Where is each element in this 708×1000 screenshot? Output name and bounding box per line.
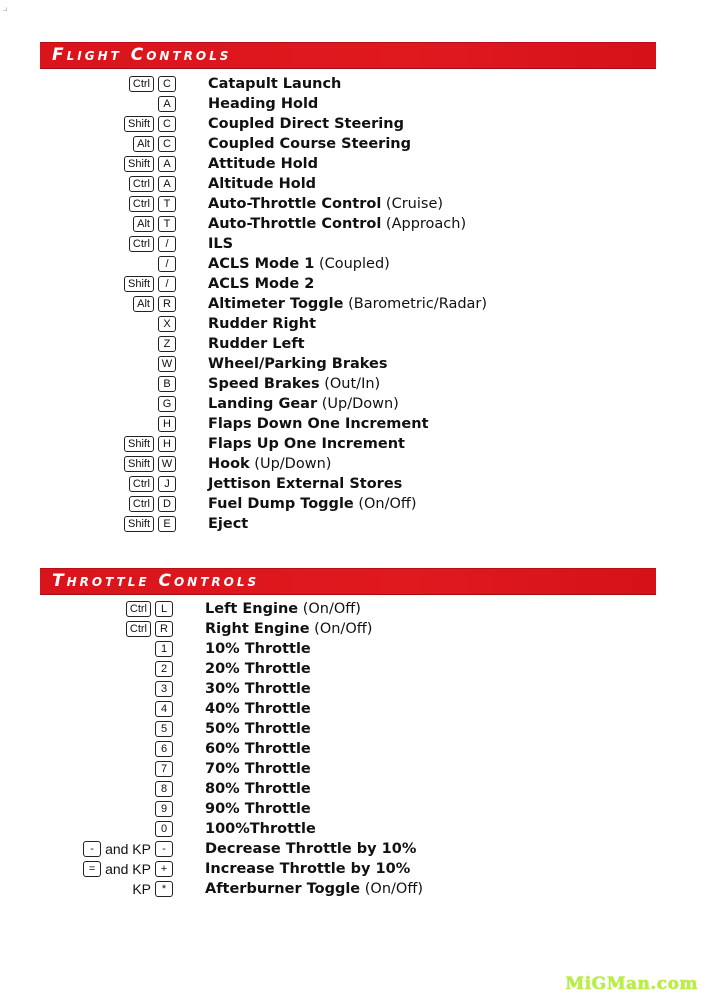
key-cap: 5: [155, 721, 173, 737]
key-cap: C: [158, 116, 176, 132]
control-label: [205, 719, 311, 739]
control-label: [208, 454, 331, 474]
key-cap: 1: [155, 641, 173, 657]
control-label: [208, 314, 316, 334]
throttle-control-row: [0, 619, 708, 639]
key-cap: Ctrl: [129, 176, 154, 192]
control-name: Flaps Up One Increment: [208, 436, 405, 452]
key-cap: 7: [155, 761, 173, 777]
key-cap: H: [158, 416, 176, 432]
control-note: (Out/In): [319, 376, 381, 392]
flight-control-row: [0, 94, 708, 114]
key-cap: A: [158, 176, 176, 192]
key-cap: Z: [158, 336, 176, 352]
key-cap: J: [158, 476, 176, 492]
key-cap: Ctrl: [129, 236, 154, 252]
control-name: Coupled Direct Steering: [208, 116, 404, 132]
control-label: [208, 374, 380, 394]
key-cap: Ctrl: [126, 621, 151, 637]
control-name: 90% Throttle: [205, 801, 311, 817]
watermark: MiGMan.com: [565, 974, 698, 994]
key-cap: 3: [155, 681, 173, 697]
flight-control-row: [0, 74, 708, 94]
key-cap: Ctrl: [126, 601, 151, 617]
control-name: 20% Throttle: [205, 661, 311, 677]
control-label: [208, 234, 233, 254]
key-combo: [124, 155, 176, 173]
control-label: [205, 599, 361, 619]
key-combo: [132, 880, 173, 898]
flight-control-row: [0, 134, 708, 154]
control-name: Flaps Down One Increment: [208, 416, 429, 432]
key-cap: A: [158, 96, 176, 112]
control-name: Right Engine: [205, 621, 310, 637]
key-combo: [126, 600, 173, 618]
key-cap: Ctrl: [129, 476, 154, 492]
key-cap: C: [158, 76, 176, 92]
key-cap: Shift: [124, 436, 154, 452]
throttle-control-row: [0, 779, 708, 799]
key-cap: 0: [155, 821, 173, 837]
control-label: [208, 74, 341, 94]
key-cap: +: [155, 861, 173, 877]
key-cap: R: [155, 621, 173, 637]
throttle-control-row: [0, 759, 708, 779]
key-combo: [124, 515, 176, 533]
control-label: [205, 659, 311, 679]
control-label: [208, 194, 443, 214]
throttle-control-row: [0, 639, 708, 659]
control-note: (On/Off): [309, 621, 373, 637]
control-label: [208, 94, 318, 114]
control-label: [208, 354, 388, 374]
control-label: [208, 394, 399, 414]
control-note: (On/Off): [360, 881, 423, 897]
flight-control-row: [0, 274, 708, 294]
key-cap: Shift: [124, 116, 154, 132]
key-cap: Alt: [133, 216, 154, 232]
key-cap: Alt: [133, 136, 154, 152]
key-combo: [129, 495, 176, 513]
key-combo: [158, 335, 176, 353]
key-cap: 6: [155, 741, 173, 757]
control-name: ACLS Mode 1: [208, 256, 315, 272]
throttle-control-row: [0, 799, 708, 819]
throttle-control-row: [0, 699, 708, 719]
control-name: Eject: [208, 516, 249, 532]
flight-control-row: [0, 494, 708, 514]
flight-control-row: [0, 374, 708, 394]
key-combo: [126, 620, 173, 638]
key-combo: [158, 395, 176, 413]
flight-control-row: [0, 514, 708, 534]
key-cap: L: [155, 601, 173, 617]
key-combo: [155, 800, 173, 818]
key-joiner-text: and KP: [105, 841, 151, 857]
control-label: [208, 134, 411, 154]
key-combo: [129, 75, 176, 93]
control-name: Wheel/Parking Brakes: [208, 356, 388, 372]
key-cap: W: [158, 356, 176, 372]
key-combo: [133, 295, 176, 313]
key-cap: Ctrl: [129, 76, 154, 92]
key-combo: [129, 175, 176, 193]
control-name: 100%Throttle: [205, 821, 316, 837]
control-name: Altitude Hold: [208, 176, 317, 192]
control-label: [208, 254, 390, 274]
control-label: [205, 879, 423, 899]
control-name: 30% Throttle: [205, 681, 311, 697]
control-name: Increase Throttle by 10%: [205, 861, 411, 877]
flight-control-row: [0, 114, 708, 134]
control-label: [208, 414, 429, 434]
control-note: (On/Off): [298, 601, 361, 617]
flight-control-row: [0, 354, 708, 374]
key-combo: [155, 660, 173, 678]
control-name: Decrease Throttle by 10%: [205, 841, 417, 857]
key-combo: [155, 680, 173, 698]
key-cap: Shift: [124, 276, 154, 292]
control-name: Catapult Launch: [208, 76, 342, 92]
throttle-control-row: [0, 859, 708, 879]
control-name: Hook: [208, 456, 250, 472]
control-name: Auto-Throttle Control: [208, 216, 382, 232]
key-cap: T: [158, 216, 176, 232]
control-note: (Cruise): [381, 196, 444, 212]
control-label: [205, 819, 316, 839]
flight-control-row: [0, 214, 708, 234]
key-cap: A: [158, 156, 176, 172]
key-combo: [158, 95, 176, 113]
key-cap: 4: [155, 701, 173, 717]
key-combo: [158, 355, 176, 373]
throttle-control-row: [0, 599, 708, 619]
key-cap: D: [158, 496, 176, 512]
throttle-control-row: [0, 679, 708, 699]
control-label: [205, 759, 311, 779]
key-combo: [158, 255, 176, 273]
key-combo: [129, 475, 176, 493]
control-label: [208, 174, 316, 194]
flight-control-row: [0, 454, 708, 474]
control-name: Coupled Course Steering: [208, 136, 411, 152]
control-name: Rudder Right: [208, 316, 317, 332]
key-cap: 9: [155, 801, 173, 817]
control-label: [208, 294, 487, 314]
flight-control-row: [0, 154, 708, 174]
control-note: (Approach): [381, 216, 467, 232]
key-cap: C: [158, 136, 176, 152]
key-cap: /: [158, 236, 176, 252]
flight-control-row: [0, 474, 708, 494]
key-cap: X: [158, 316, 176, 332]
control-label: [208, 334, 305, 354]
control-name: Jettison External Stores: [208, 476, 403, 492]
control-name: Fuel Dump Toggle: [208, 496, 354, 512]
key-cap: Shift: [124, 456, 154, 472]
flight-control-row: [0, 254, 708, 274]
flight-control-row: [0, 294, 708, 314]
key-combo: [133, 215, 176, 233]
key-combo: [124, 275, 176, 293]
key-cap: B: [158, 376, 176, 392]
control-label: [205, 619, 372, 639]
control-name: 80% Throttle: [205, 781, 311, 797]
control-label: [205, 699, 311, 719]
flight-control-row: [0, 314, 708, 334]
flight-control-row: [0, 234, 708, 254]
control-label: [205, 799, 311, 819]
key-cap: /: [158, 256, 176, 272]
control-note: (Coupled): [314, 256, 390, 272]
key-combo: [129, 195, 176, 213]
throttle-control-row: [0, 719, 708, 739]
control-label: [208, 114, 404, 134]
key-combo: [124, 115, 176, 133]
flight-control-row: [0, 174, 708, 194]
flight-controls-title: Flight Controls: [52, 45, 232, 65]
flight-control-row: [0, 394, 708, 414]
key-combo: [83, 860, 173, 878]
scan-mark: ⌟: [3, 2, 8, 13]
key-joiner-text: and KP: [105, 861, 151, 877]
control-name: 50% Throttle: [205, 721, 311, 737]
control-label: [205, 639, 311, 659]
throttle-control-row: [0, 739, 708, 759]
key-cap: Ctrl: [129, 496, 154, 512]
control-name: Rudder Left: [208, 336, 305, 352]
control-note: (Barometric/Radar): [343, 296, 488, 312]
control-note: (Up/Down): [317, 396, 399, 412]
throttle-controls-title: Throttle Controls: [52, 571, 260, 591]
key-cap: -: [83, 841, 101, 857]
throttle-control-row: [0, 659, 708, 679]
throttle-controls-header: [40, 568, 656, 595]
control-label: [208, 474, 402, 494]
control-name: Attitude Hold: [208, 156, 319, 172]
key-combo: [133, 135, 176, 153]
key-combo: [155, 760, 173, 778]
control-label: [205, 779, 311, 799]
control-name: Speed Brakes: [208, 376, 320, 392]
control-label: [208, 154, 318, 174]
control-name: 60% Throttle: [205, 741, 311, 757]
key-combo: [155, 700, 173, 718]
control-label: [205, 859, 410, 879]
control-name: 10% Throttle: [205, 641, 311, 657]
key-cap: *: [155, 881, 173, 897]
key-combo: [155, 640, 173, 658]
key-cap: /: [158, 276, 176, 292]
control-label: [208, 514, 248, 534]
throttle-control-row: [0, 819, 708, 839]
control-label: [205, 679, 311, 699]
key-combo: [155, 820, 173, 838]
key-combo: [155, 720, 173, 738]
key-combo: [124, 455, 176, 473]
control-note: (On/Off): [353, 496, 417, 512]
control-label: [208, 434, 405, 454]
control-name: Landing Gear: [208, 396, 318, 412]
throttle-control-row: [0, 879, 708, 899]
control-name: Auto-Throttle Control: [208, 196, 382, 212]
control-note: (Up/Down): [249, 456, 332, 472]
control-label: [208, 214, 466, 234]
key-combo: [155, 740, 173, 758]
key-cap: T: [158, 196, 176, 212]
key-cap: Shift: [124, 516, 154, 532]
flight-control-row: [0, 194, 708, 214]
key-combo: [124, 435, 176, 453]
key-combo: [158, 315, 176, 333]
control-name: ACLS Mode 2: [208, 276, 315, 292]
key-combo: [155, 780, 173, 798]
key-joiner-text: KP: [132, 881, 151, 897]
flight-controls-header: [40, 42, 656, 69]
control-name: 70% Throttle: [205, 761, 311, 777]
control-name: ILS: [208, 236, 234, 252]
throttle-control-row: [0, 839, 708, 859]
key-cap: G: [158, 396, 176, 412]
key-cap: R: [158, 296, 176, 312]
key-combo: [83, 840, 173, 858]
control-label: [205, 739, 311, 759]
key-cap: Shift: [124, 156, 154, 172]
key-cap: =: [83, 861, 101, 877]
control-label: [205, 839, 416, 859]
control-name: Left Engine: [205, 601, 299, 617]
control-label: [208, 274, 314, 294]
key-cap: 2: [155, 661, 173, 677]
key-combo: [129, 235, 176, 253]
control-name: 40% Throttle: [205, 701, 311, 717]
key-cap: 8: [155, 781, 173, 797]
flight-control-row: [0, 334, 708, 354]
key-cap: -: [155, 841, 173, 857]
key-combo: [158, 415, 176, 433]
flight-control-row: [0, 414, 708, 434]
control-label: [208, 494, 417, 514]
key-cap: Ctrl: [129, 196, 154, 212]
key-cap: H: [158, 436, 176, 452]
flight-control-row: [0, 434, 708, 454]
control-name: Afterburner Toggle: [205, 881, 361, 897]
key-cap: W: [158, 456, 176, 472]
key-cap: E: [158, 516, 176, 532]
control-name: Altimeter Toggle: [208, 296, 344, 312]
key-combo: [158, 375, 176, 393]
control-name: Heading Hold: [208, 96, 319, 112]
key-cap: Alt: [133, 296, 154, 312]
